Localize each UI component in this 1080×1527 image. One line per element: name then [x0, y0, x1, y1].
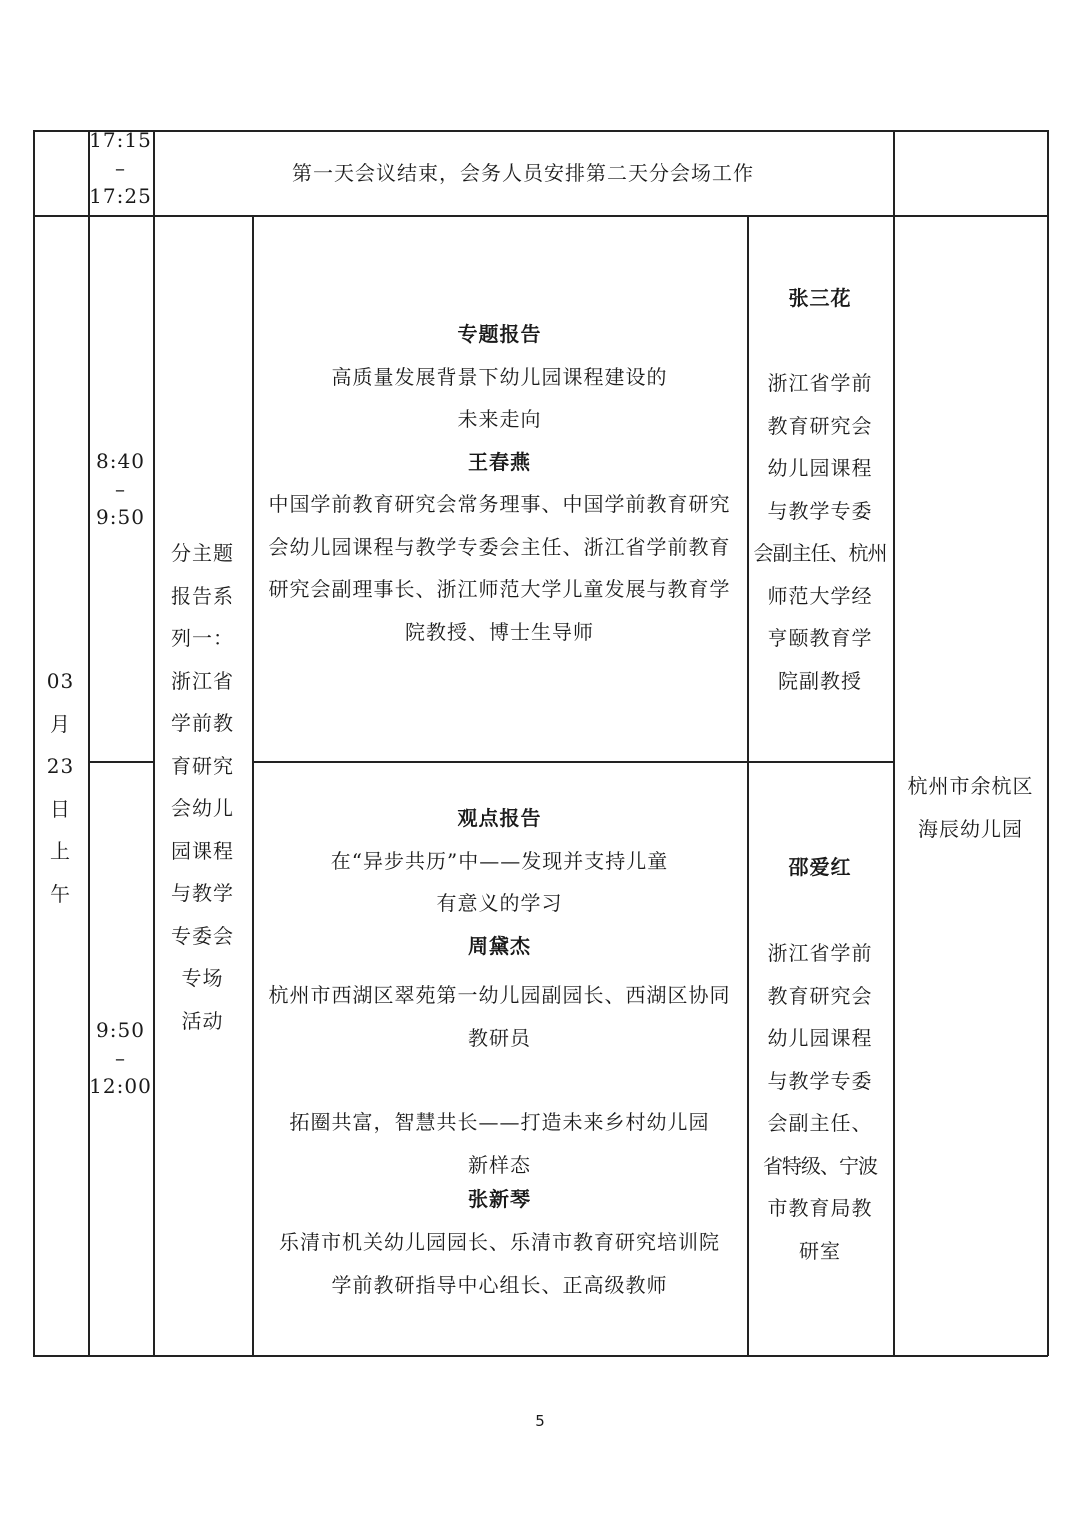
speaker-bio-line: 学前教研指导中心组长、正高级教师: [331, 1272, 668, 1297]
row1-note: 第一天会议结束，会务人员安排第二天分会场工作: [292, 161, 754, 185]
time-divider: [88, 761, 153, 763]
talk-title-line: 有意义的学习: [436, 891, 563, 915]
col-divider: [88, 130, 90, 1356]
speaker-bio-line: 乐清市机关幼儿园园长、乐清市教育研究培训院: [279, 1230, 720, 1254]
speaker-name: 王春燕: [468, 449, 531, 474]
speaker-name: 周黛杰: [468, 933, 531, 958]
speaker-bio-line: 杭州市西湖区翠苑第一幼儿园副园长、西湖区协同: [268, 983, 731, 1007]
host-line: 院副教授: [778, 668, 862, 693]
time-dash: –: [115, 477, 126, 501]
speaker-bio-line: 院教授、博士生导师: [405, 619, 594, 644]
host-line: 幼儿园课程: [767, 1026, 873, 1050]
date-char: 03: [46, 669, 75, 693]
talk-type: 专题报告: [457, 322, 542, 346]
session-line: 园课程: [171, 838, 234, 863]
talk-title-line: 未来走向: [457, 407, 542, 431]
time-start: 8:40: [96, 449, 145, 473]
host-line: 浙江省学前: [767, 371, 873, 395]
session-line: 报告系: [171, 583, 234, 608]
talk-type: 观点报告: [457, 806, 542, 830]
row-divider: [33, 215, 1048, 217]
host-line: 省特级、宁波: [763, 1153, 877, 1178]
time-end: 12:00: [89, 1074, 152, 1098]
session-line: 育研究: [171, 753, 234, 778]
date-char: 上: [50, 839, 71, 863]
time-start: 9:50: [96, 1018, 145, 1042]
venue-line: 杭州市余杭区: [907, 774, 1034, 798]
host1-name: 张三花: [788, 286, 852, 310]
host2-name: 邵爱红: [788, 855, 852, 879]
talk-title-line: 新样态: [468, 1152, 531, 1177]
session-line: 会幼儿: [171, 796, 234, 820]
host-line: 会副主任、: [767, 1111, 873, 1135]
talk-title-line: 拓圈共富，智慧共长——打造未来乡村幼儿园: [289, 1110, 710, 1134]
session-line: 浙江省: [171, 668, 234, 693]
talk2-bio: [252, 974, 747, 1059]
host-line: 市教育局教: [767, 1196, 873, 1220]
session-line: 列一：: [171, 626, 234, 650]
talk3: [252, 1101, 747, 1186]
time-end: 9:50: [96, 505, 145, 529]
host-line: 与教学专委: [767, 498, 873, 523]
host-line: 研室: [799, 1238, 841, 1263]
date-char: 月: [50, 711, 71, 736]
venue-line: 海辰幼儿园: [918, 816, 1023, 841]
host-line: 会副主任、杭州: [753, 541, 887, 565]
host1-info: [747, 362, 893, 702]
session-line: 分主题: [171, 541, 234, 565]
venue: [893, 765, 1048, 850]
date-char: 午: [50, 881, 71, 906]
host-line: 亨颐教育学: [767, 626, 873, 650]
date-char: 23: [46, 754, 75, 778]
session-line: 与教学: [171, 881, 234, 905]
speaker-bio-line: 会幼儿园课程与教学专委会主任、浙江省学前教育: [268, 534, 731, 559]
time-dash: –: [115, 156, 126, 180]
host2-info: [747, 932, 893, 1272]
speaker-bio-line: 研究会副理事长、浙江师范大学儿童发展与教育学: [268, 577, 731, 601]
host-line: 浙江省学前: [767, 941, 873, 965]
host-line: 与教学专委: [767, 1068, 873, 1093]
table-top-border: [33, 130, 1048, 132]
session-line: 专场: [181, 966, 224, 990]
host-line: 师范大学经: [767, 583, 873, 608]
col-divider: [893, 130, 895, 1356]
talk-title-line: 在“异步共历”中——发现并支持儿童: [330, 848, 669, 873]
table-right-border: [1047, 130, 1049, 1356]
host-line: 幼儿园课程: [767, 456, 873, 480]
speaker-bio-line: 教研员: [468, 1025, 531, 1050]
session-line: 专委会: [171, 923, 234, 948]
talk3-speaker: 张新琴: [468, 1187, 531, 1211]
slot1-time: [88, 447, 153, 531]
time-start: 17:15: [89, 128, 152, 152]
speaker-bio-line: 中国学前教育研究会常务理事、中国学前教育研究: [268, 492, 731, 516]
session-line: 学前教: [171, 711, 234, 735]
host-line: 教育研究会: [767, 983, 873, 1008]
time-end: 17:25: [89, 184, 152, 208]
talk1: [252, 313, 747, 653]
date-char: 日: [50, 796, 71, 821]
time-dash: –: [115, 1046, 126, 1070]
row1-time: [88, 126, 153, 210]
talk3-bio: [252, 1221, 747, 1306]
talk2: [252, 797, 747, 967]
page-number: 5: [535, 1412, 545, 1430]
session-title: [153, 532, 252, 1042]
talk-title-line: 高质量发展背景下幼儿园课程建设的: [331, 364, 668, 389]
session-line: 活动: [181, 1008, 224, 1033]
date-column: [33, 660, 88, 915]
host-line: 教育研究会: [767, 413, 873, 438]
slot2-time: [88, 1016, 153, 1100]
talk-divider: [252, 761, 893, 763]
table-bottom-border: [33, 1355, 1048, 1357]
